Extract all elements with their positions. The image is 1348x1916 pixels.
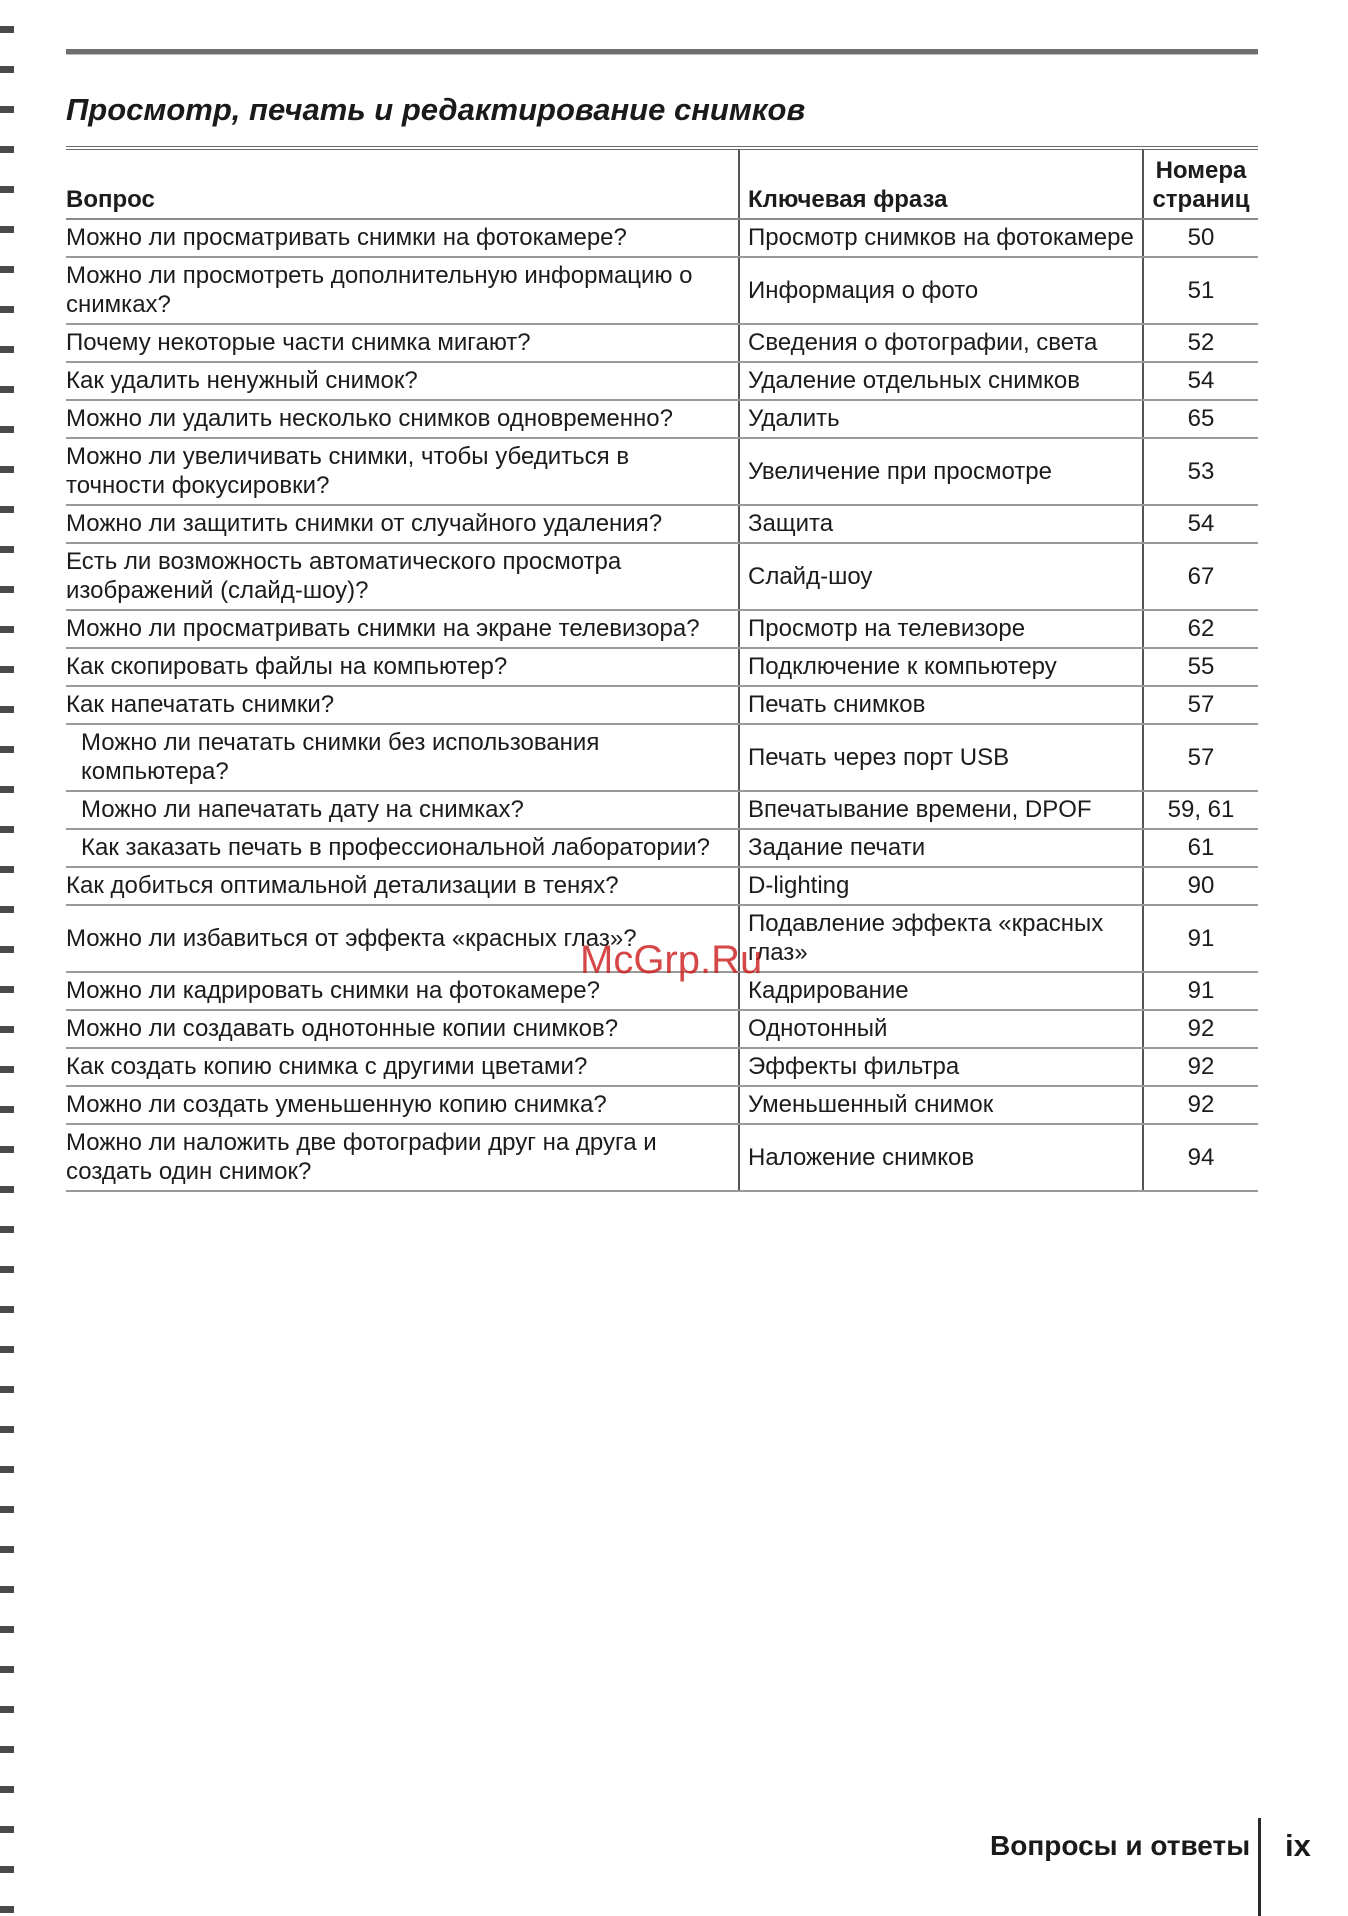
page-numbers-cell: 57 — [1143, 686, 1258, 724]
page-numbers-cell: 54 — [1143, 505, 1258, 543]
table-body — [66, 219, 1258, 1191]
key-phrase-cell: Задание печати — [739, 829, 1143, 867]
key-phrase-cell: Наложение снимков — [739, 1124, 1143, 1191]
key-phrase-cell: Подавление эффекта «красных глаз» — [739, 905, 1143, 972]
key-phrase-cell: Просмотр на телевизоре — [739, 610, 1143, 648]
key-phrase-cell: Печать снимков — [739, 686, 1143, 724]
header-question: Вопрос — [66, 148, 739, 219]
table-row — [66, 543, 1258, 610]
page-numbers-cell: 62 — [1143, 610, 1258, 648]
question-cell: Можно ли кадрировать снимки на фотокамере? — [66, 972, 739, 1010]
key-phrase-cell: Увеличение при просмотре — [739, 438, 1143, 505]
page-numbers-cell: 65 — [1143, 400, 1258, 438]
table-row — [66, 362, 1258, 400]
question-cell: Есть ли возможность автоматического просмотра изображений (слайд-шоу)? — [66, 543, 739, 610]
question-cell: Можно ли просматривать снимки на фотокамере? — [66, 219, 739, 257]
header-pages-line2: страниц — [1152, 186, 1250, 213]
table-row — [66, 791, 1258, 829]
question-cell: Можно ли просматривать снимки на экране телевизора? — [66, 610, 739, 648]
key-phrase-cell: Кадрирование — [739, 972, 1143, 1010]
page-numbers-cell: 54 — [1143, 362, 1258, 400]
key-phrase-cell: Удалить — [739, 400, 1143, 438]
table-row — [66, 648, 1258, 686]
page-numbers-cell: 52 — [1143, 324, 1258, 362]
question-cell: Можно ли создавать однотонные копии снимков? — [66, 1010, 739, 1048]
question-cell: Можно ли напечатать дату на снимках? — [66, 791, 739, 829]
table-row — [66, 1124, 1258, 1191]
question-cell: Почему некоторые части снимка мигают? — [66, 324, 739, 362]
table-row — [66, 400, 1258, 438]
page-numbers-cell: 61 — [1143, 829, 1258, 867]
page-numbers-cell: 92 — [1143, 1010, 1258, 1048]
page-numbers-cell: 94 — [1143, 1124, 1258, 1191]
table-row — [66, 257, 1258, 324]
table-row — [66, 610, 1258, 648]
page-numbers-cell: 90 — [1143, 867, 1258, 905]
key-phrase-cell: Удаление отдельных снимков — [739, 362, 1143, 400]
question-cell: Можно ли создать уменьшенную копию снимка? — [66, 1086, 739, 1124]
table-row — [66, 1086, 1258, 1124]
question-cell: Можно ли просмотреть дополнительную информацию о снимках? — [66, 257, 739, 324]
key-phrase-cell: Информация о фото — [739, 257, 1143, 324]
page-numbers-cell: 67 — [1143, 543, 1258, 610]
table-row — [66, 438, 1258, 505]
key-phrase-cell: Уменьшенный снимок — [739, 1086, 1143, 1124]
question-cell: Как удалить ненужный снимок? — [66, 362, 739, 400]
page-numbers-cell: 91 — [1143, 972, 1258, 1010]
key-phrase-cell: Печать через порт USB — [739, 724, 1143, 791]
page-numbers-cell: 53 — [1143, 438, 1258, 505]
table-row — [66, 867, 1258, 905]
question-cell: Можно ли избавиться от эффекта «красных глаз»? — [66, 905, 739, 972]
question-cell: Как заказать печать в профессиональной лаборатории? — [66, 829, 739, 867]
faq-table — [66, 146, 1258, 1192]
key-phrase-cell: D-lighting — [739, 867, 1143, 905]
footer-divider — [1258, 1818, 1261, 1916]
header-pages-line1: Номера — [1155, 157, 1247, 184]
table-row — [66, 1010, 1258, 1048]
table-row — [66, 324, 1258, 362]
question-cell: Можно ли печатать снимки без использования компьютера? — [66, 724, 739, 791]
page-numbers-cell: 92 — [1143, 1048, 1258, 1086]
page-numbers-cell: 91 — [1143, 905, 1258, 972]
question-cell: Как скопировать файлы на компьютер? — [66, 648, 739, 686]
question-cell: Можно ли удалить несколько снимков одновременно? — [66, 400, 739, 438]
key-phrase-cell: Подключение к компьютеру — [739, 648, 1143, 686]
page-numbers-cell: 92 — [1143, 1086, 1258, 1124]
table-row — [66, 686, 1258, 724]
binding-holes — [0, 0, 14, 1916]
table-row — [66, 829, 1258, 867]
question-cell: Можно ли наложить две фотографии друг на друга и создать один снимок? — [66, 1124, 739, 1191]
question-cell: Как добиться оптимальной детализации в тенях? — [66, 867, 739, 905]
header-pages — [1143, 148, 1258, 219]
table-row — [66, 1048, 1258, 1086]
page-number: ix — [1285, 1828, 1311, 1863]
table-row — [66, 724, 1258, 791]
question-cell: Можно ли увеличивать снимки, чтобы убедиться в точности фокусировки? — [66, 438, 739, 505]
table-header-row — [66, 148, 1258, 219]
question-cell: Как напечатать снимки? — [66, 686, 739, 724]
question-cell: Можно ли защитить снимки от случайного удаления? — [66, 505, 739, 543]
page-numbers-cell: 57 — [1143, 724, 1258, 791]
section-title: Просмотр, печать и редактирование снимков — [66, 92, 806, 127]
page-numbers-cell: 59, 61 — [1143, 791, 1258, 829]
key-phrase-cell: Слайд-шоу — [739, 543, 1143, 610]
top-rule — [66, 49, 1258, 55]
question-cell: Как создать копию снимка с другими цветами? — [66, 1048, 739, 1086]
key-phrase-cell: Защита — [739, 505, 1143, 543]
header-key-phrase: Ключевая фраза — [739, 148, 1143, 219]
page-numbers-cell: 55 — [1143, 648, 1258, 686]
key-phrase-cell: Сведения о фотографии, света — [739, 324, 1143, 362]
page-numbers-cell: 51 — [1143, 257, 1258, 324]
key-phrase-cell: Однотонный — [739, 1010, 1143, 1048]
key-phrase-cell: Просмотр снимков на фотокамере — [739, 219, 1143, 257]
watermark: McGrp.Ru — [580, 938, 763, 982]
key-phrase-cell: Впечатывание времени, DPOF — [739, 791, 1143, 829]
table-row — [66, 505, 1258, 543]
footer-section-label: Вопросы и ответы — [990, 1830, 1251, 1861]
table-row — [66, 219, 1258, 257]
page-numbers-cell: 50 — [1143, 219, 1258, 257]
key-phrase-cell: Эффекты фильтра — [739, 1048, 1143, 1086]
